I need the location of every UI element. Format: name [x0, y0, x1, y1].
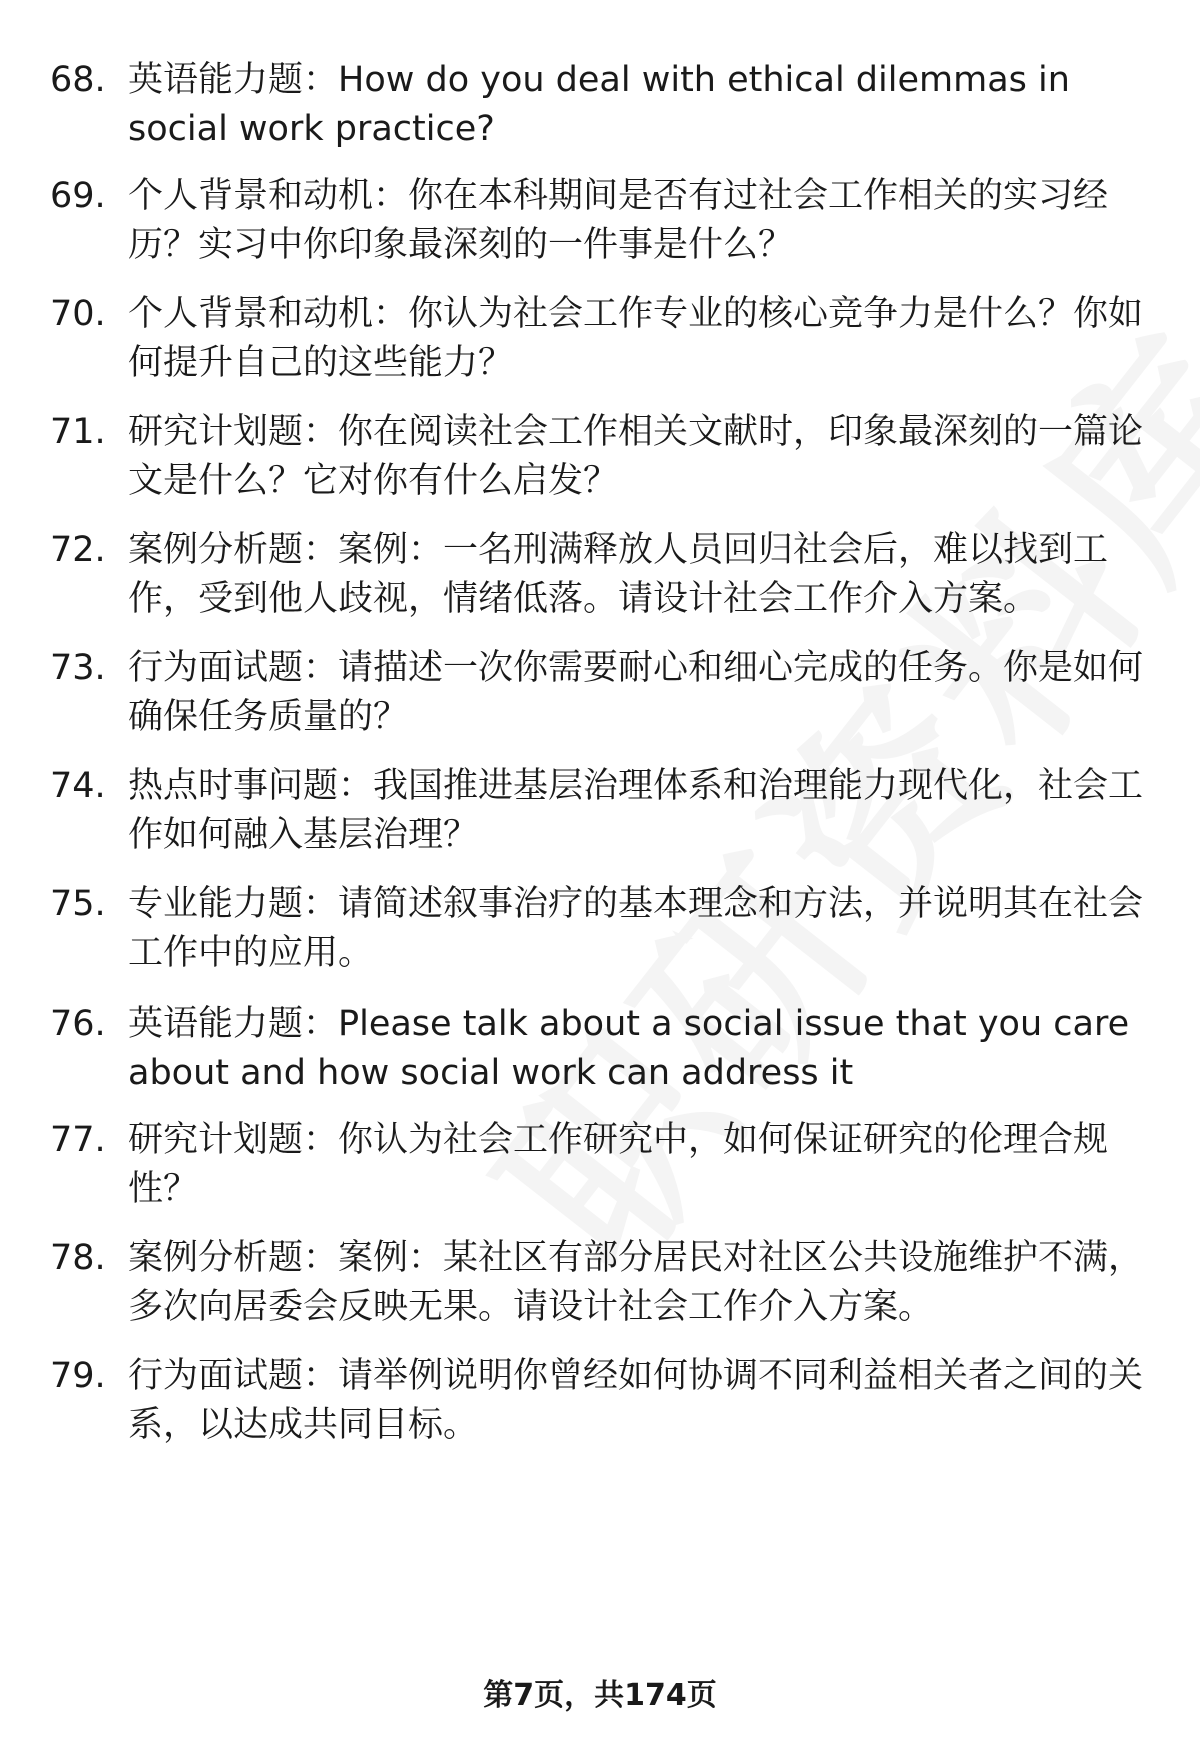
question-number: 69.	[50, 176, 106, 216]
question-text: 研究计划题：你在阅读社会工作相关文献时，印象最深刻的一篇论文是什么？它对你有什么启发？	[128, 412, 1144, 501]
question-number: 68.	[50, 60, 106, 100]
question-number: 77.	[50, 1120, 106, 1160]
question-number: 76.	[50, 1004, 106, 1044]
question-text: 行为面试题：请举例说明你曾经如何协调不同利益相关者之间的关系，以达成共同目标。	[128, 1356, 1144, 1445]
question-text: 英语能力题：How do you deal with ethical dilemmas in social work practice?	[128, 60, 1070, 149]
question-text: 个人背景和动机：你认为社会工作专业的核心竞争力是什么？你如何提升自己的这些能力？	[128, 294, 1144, 383]
page-footer: 第7页，共174页	[483, 1678, 717, 1713]
question-number: 75.	[50, 884, 106, 924]
question-number: 74.	[50, 766, 106, 806]
question-number: 79.	[50, 1356, 106, 1396]
question-number: 73.	[50, 648, 106, 688]
question-text: 热点时事问题：我国推进基层治理体系和治理能力现代化，社会工作如何融入基层治理？	[128, 766, 1144, 855]
question-text: 研究计划题：你认为社会工作研究中，如何保证研究的伦理合规性？	[128, 1120, 1109, 1209]
question-number: 71.	[50, 412, 106, 452]
question-text: 案例分析题：案例：一名刑满释放人员回归社会后，难以找到工作，受到他人歧视，情绪低落。请设计社会工作介入方案。	[128, 530, 1109, 619]
question-number: 70.	[50, 294, 106, 334]
question-text: 行为面试题：请描述一次你需要耐心和细心完成的任务。你是如何确保任务质量的？	[128, 648, 1144, 737]
question-text: 英语能力题：Please talk about a social issue that you care about and how social work can address it	[128, 1004, 1130, 1093]
question-number: 72.	[50, 530, 106, 570]
question-number: 78.	[50, 1238, 106, 1278]
question-text: 案例分析题：案例：某社区有部分居民对社区公共设施维护不满，多次向居委会反映无果。请设计社会工作介入方案。	[128, 1238, 1144, 1327]
question-text: 专业能力题：请简述叙事治疗的基本理念和方法，并说明其在社会工作中的应用。	[128, 884, 1144, 973]
question-text: 个人背景和动机：你在本科期间是否有过社会工作相关的实习经历？实习中你印象最深刻的一件事是什么？	[128, 176, 1109, 265]
